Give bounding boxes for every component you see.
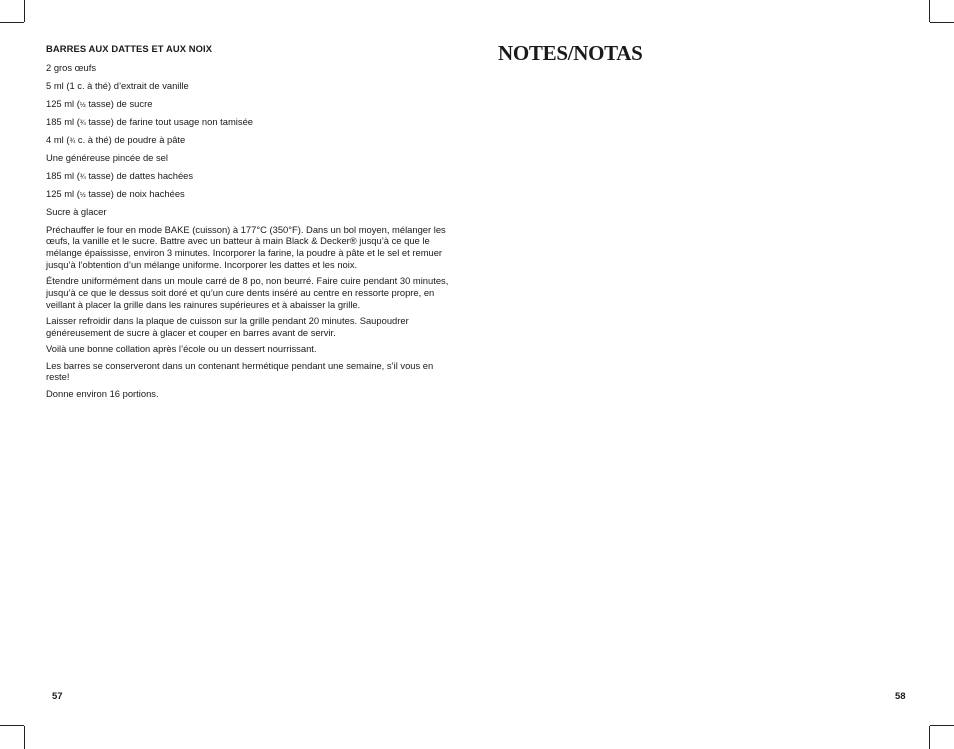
ingredient-fraction: ¾ (69, 137, 76, 145)
instruction-paragraph: Les barres se conserveront dans un contenant hermétique pendant une semaine, s’il vous en reste! (46, 359, 434, 383)
ingredient-list (46, 62, 456, 220)
ingredient-text: 185 ml ( (46, 115, 80, 127)
ingredient-fraction: ¾ (79, 119, 86, 127)
ingredient-text: c. à thé) de poudre à pâte (75, 133, 186, 145)
ingredient-text: 2 gros œufs (46, 61, 97, 73)
crop-mark (24, 0, 25, 22)
ingredient-item (46, 134, 456, 148)
ingredient-text: Une généreuse pincée de sel (46, 151, 168, 163)
ingredient-text: 185 ml ( (46, 169, 80, 181)
ingredient-text: Sucre à glacer (46, 205, 107, 217)
ingredient-item (46, 98, 456, 112)
ingredient-text: 125 ml ( (46, 187, 80, 199)
ingredient-item (46, 152, 456, 166)
crop-mark (929, 0, 930, 22)
ingredient-item (46, 170, 456, 184)
page-number-right: 58 (895, 691, 906, 702)
ingredient-item (46, 116, 456, 130)
instruction-paragraph: Préchauffer le four en mode BAKE (cuisson) à 177°C (350°F). Dans un bol moyen, mélanger les œufs, la vanille et le sucre. Battre avec un batteur à main Black & Decker® jusqu’à ce que le mélange épaississe, environ 3 minutes. Incorporer la farine, la poudre à pâte et le sel et remuer jusqu’à l’obtention d’un mélange uniforme. Incorporer les dattes et les noix. (46, 223, 446, 271)
crop-mark (930, 22, 954, 23)
notes-title: NOTES/NOTAS (498, 41, 643, 65)
ingredient-item (46, 62, 456, 76)
ingredient-text: 125 ml ( (46, 97, 80, 109)
ingredient-text: tasse) de noix hachées (85, 187, 185, 199)
page-number-left: 57 (52, 691, 63, 702)
ingredient-text: 5 ml (1 c. à thé) d’extrait de vanille (46, 79, 189, 91)
crop-mark (0, 725, 24, 726)
ingredient-fraction: ¾ (79, 173, 86, 181)
ingredient-fraction: ½ (79, 191, 86, 199)
instruction-paragraph: Voilà une bonne collation après l’école ou un dessert nourrissant. (46, 343, 317, 355)
crop-mark (929, 726, 930, 749)
ingredient-item (46, 80, 456, 94)
ingredient-text: tasse) de dattes hachées (85, 169, 194, 181)
ingredient-item (46, 188, 456, 202)
ingredient-item (46, 206, 456, 220)
ingredient-fraction: ½ (79, 101, 86, 109)
ingredient-text: tasse) de farine tout usage non tamisée (85, 115, 254, 127)
crop-mark (930, 725, 954, 726)
instructions (46, 224, 456, 400)
recipe-title: BARRES AUX DATTES ET AUX NOIX (46, 43, 213, 54)
yield-note: Donne environ 16 portions. (46, 387, 159, 399)
ingredient-text: 4 ml ( (46, 133, 70, 145)
crop-mark (0, 22, 24, 23)
recipe-page (46, 43, 456, 404)
ingredient-text: tasse) de sucre (85, 97, 153, 109)
instruction-paragraph: Étendre uniformément dans un moule carré de 8 po, non beurré. Faire cuire pendant 30 minutes, jusqu’à ce que le dessus soit doré et qu’un cure dents inséré au centre en ressorte propre, en veillant à placer la grille dans les rainures supérieures et à abaisser la grille. (46, 275, 449, 310)
instruction-paragraph: Laisser refroidir dans la plaque de cuisson sur la grille pendant 20 minutes. Saupoudrer généreusement de sucre à glacer et couper en barres avant de servir. (46, 315, 409, 339)
crop-mark (24, 726, 25, 749)
